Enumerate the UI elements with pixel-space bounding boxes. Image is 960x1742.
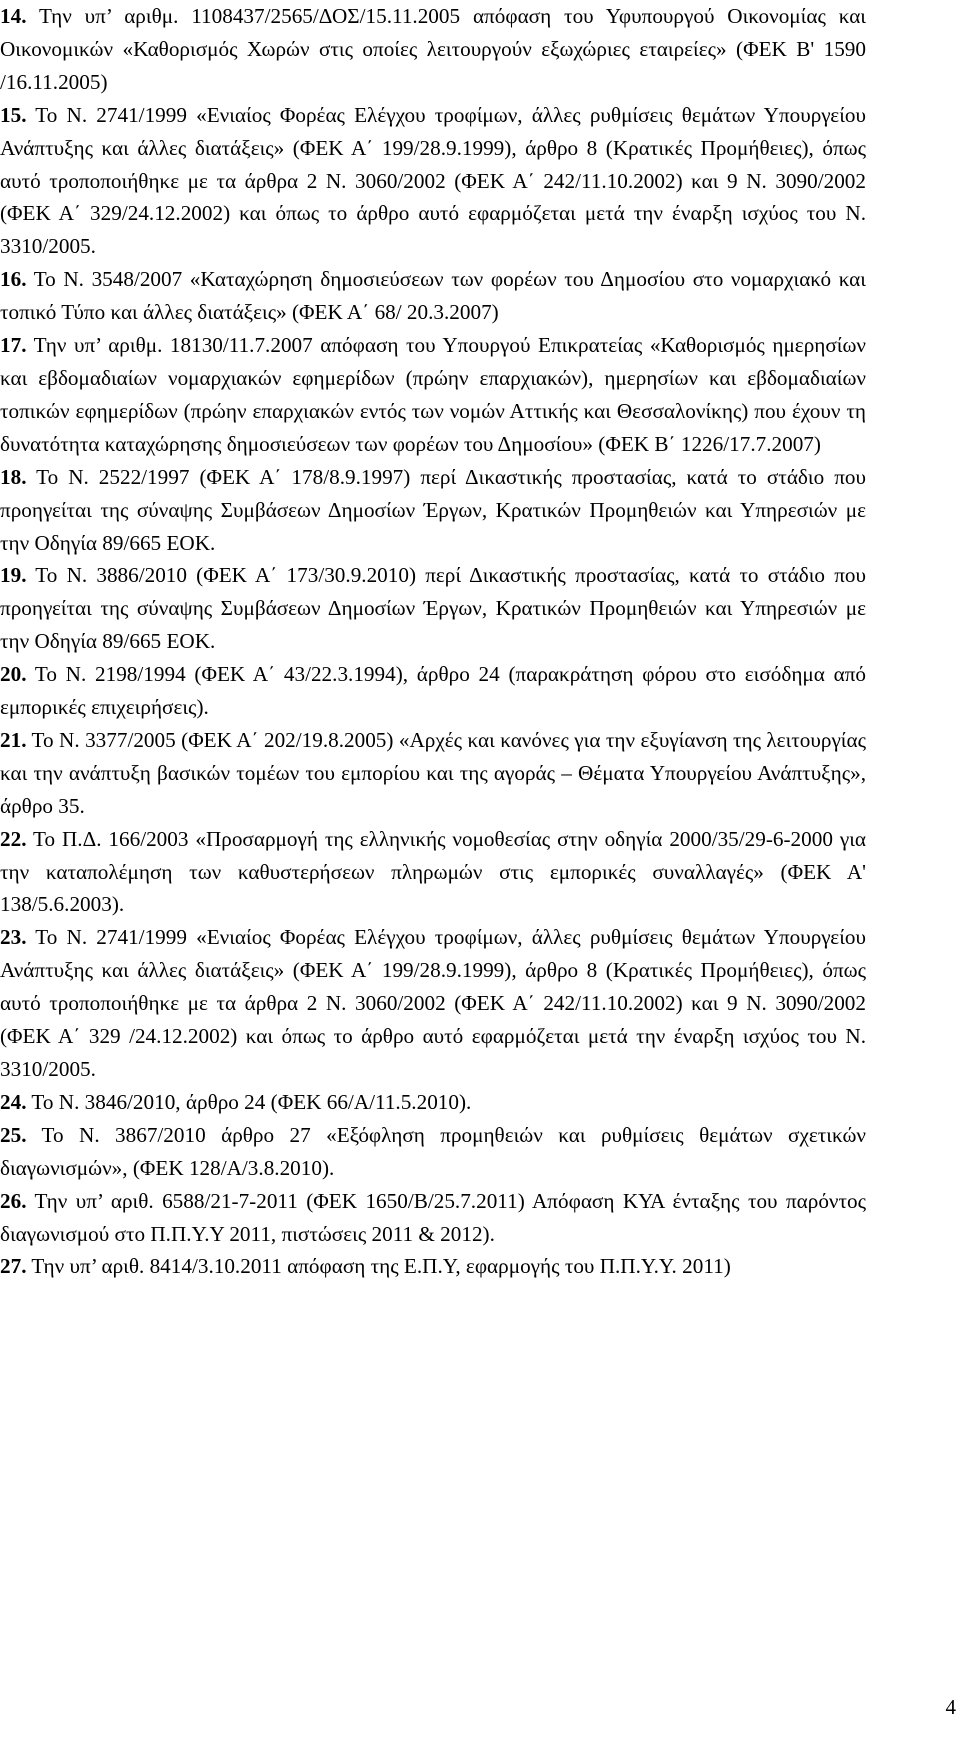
list-item-18 (0, 461, 866, 560)
list-item-24 (0, 1086, 866, 1119)
item-text: Το Ν. 3846/2010, άρθρο 24 (ΦΕΚ 66/Α/11.5.2010). (26, 1089, 472, 1114)
list-item-23 (0, 921, 866, 1086)
item-text: Το Ν. 2741/1999 «Ενιαίος Φορέας Ελέγχου τροφίμων, άλλες ρυθμίσεις θεμάτων Υπουργείου Ανάπτυξης και άλλες διατάξεις» (ΦΕΚ Α΄ 199/28.9.1999), άρθρο 8 (Κρατικές Προμήθειες), όπως αυτό τροποποιήθηκε με τα άρθρα 2 Ν. 3060/2002 (ΦΕΚ Α΄ 242/11.10.2002) και 9 Ν. 3090/2002 (ΦΕΚ Α΄ 329 /24.12.2002) και όπως το άρθρο αυτό εφαρμόζεται μετά την έναρξη ισχύος του Ν. 3310/2005. (0, 925, 866, 1081)
item-text: Το Ν. 3867/2010 άρθρο 27 «Εξόφληση προμηθειών και ρυθμίσεις θεμάτων σχετικών διαγωνισμών», (ΦΕΚ 128/Α/3.8.2010). (0, 1122, 866, 1180)
list-item-26 (0, 1185, 866, 1251)
item-number: 14. (0, 4, 27, 28)
item-text: Το Ν. 2198/1994 (ΦΕΚ Α΄ 43/22.3.1994), άρθρο 24 (παρακράτηση φόρου στο εισόδημα από εμπορικές επιχειρήσεις). (0, 662, 866, 720)
item-number: 20. (0, 662, 27, 687)
list-item-14 (0, 0, 866, 99)
item-number: 18. (0, 464, 27, 489)
item-number: 24. (0, 1089, 27, 1114)
item-number: 21. (0, 727, 27, 752)
list-item-22 (0, 823, 866, 922)
item-number: 27. (0, 1254, 27, 1279)
item-number: 19. (0, 563, 27, 588)
item-number: 26. (0, 1188, 27, 1213)
item-number: 22. (0, 826, 27, 851)
item-number: 23. (0, 925, 27, 950)
item-number: 25. (0, 1122, 27, 1147)
item-text: Το Ν. 2741/1999 «Ενιαίος Φορέας Ελέγχου τροφίμων, άλλες ρυθμίσεις θεμάτων Υπουργείου Ανάπτυξης και άλλες διατάξεις» (ΦΕΚ Α΄ 199/28.9.1999), άρθρο 8 (Κρατικές Προμήθειες), όπως αυτό τροποποιήθηκε με τα άρθρα 2 Ν. 3060/2002 (ΦΕΚ Α΄ 242/11.10.2002) και 9 Ν. 3090/2002 (ΦΕΚ Α΄ 329/24.12.2002) και όπως το άρθρο αυτό εφαρμόζεται μετά την έναρξη ισχύος του Ν. 3310/2005. (0, 102, 866, 259)
item-text: Την υπ’ αριθμ. 1108437/2565/ΔΟΣ/15.11.2005 απόφαση του Υφυπουργού Οικονομίας και Οικονομικών «Καθορισμός Χωρών στις οποίες λειτουργούν εξωχώριες εταιρείες» (ΦΕΚ Β' 1590 /16.11.2005) (0, 4, 866, 94)
item-text: Το Ν. 3548/2007 «Καταχώρηση δημοσιεύσεων των φορέων του Δημοσίου στο νομαρχιακό και τοπικό Τύπο και άλλες διατάξεις» (ΦΕΚ Α΄ 68/ 20.3.2007) (0, 267, 866, 325)
page-number: 4 (945, 1695, 956, 1719)
list-item-20 (0, 658, 866, 724)
item-text: Την υπ’ αριθ. 6588/21-7-2011 (ΦΕΚ 1650/Β/25.7.2011) Απόφαση ΚΥΑ ένταξης του παρόντος διαγωνισμού στο Π.Π.Υ.Υ 2011, πιστώσεις 2011 & 2012). (0, 1188, 866, 1246)
item-text: Την υπ’ αριθ. 8414/3.10.2011 απόφαση της Ε.Π.Υ, εφαρμογής του Π.Π.Υ.Υ. 2011) (26, 1254, 731, 1279)
list-item-27 (0, 1250, 866, 1283)
item-text: Το Ν. 2522/1997 (ΦΕΚ Α΄ 178/8.9.1997) περί Δικαστικής προστασίας, κατά το στάδιο που προηγείται της σύναψης Συμβάσεων Δημοσίων Έργων, Κρατικών Προμηθειών και Υπηρεσιών με την Οδηγία 89/665 ΕΟΚ. (0, 464, 866, 555)
item-number: 15. (0, 102, 27, 127)
item-text: Την υπ’ αριθμ. 18130/11.7.2007 απόφαση του Υπουργού Επικρατείας «Καθορισμός ημερησίων και εβδομαδιαίων νομαρχιακών εφημερίδων (πρώην επαρχιακών), ημερησίων και εβδομαδιαίων τοπικών εφημερίδων (πρώην επαρχιακών εντός των νομών Αττικής και Θεσσαλονίκης) που έχουν τη δυνατότητα καταχώρησης δημοσιεύσεων των φορέων του Δημοσίου» (ΦΕΚ Β΄ 1226/17.7.2007) (0, 333, 866, 456)
list-item-19 (0, 559, 866, 658)
list-item-15 (0, 99, 866, 264)
item-text: Το Π.Δ. 166/2003 «Προσαρμογή της ελληνικής νομοθεσίας στην οδηγία 2000/35/29-6-2000 για την καταπολέμηση των καθυστερήσεων πληρωμών στις εμπορικές συναλλαγές» (ΦΕΚ Α' 138/5.6.2003). (0, 826, 866, 917)
item-text: Το Ν. 3886/2010 (ΦΕΚ Α΄ 173/30.9.2010) περί Δικαστικής προστασίας, κατά το στάδιο που προηγείται της σύναψης Συμβάσεων Δημοσίων Έργων, Κρατικών Προμηθειών και Υπηρεσιών με την Οδηγία 89/665 ΕΟΚ. (0, 563, 866, 654)
list-item-21 (0, 724, 866, 823)
item-number: 17. (0, 333, 27, 358)
list-item-16 (0, 263, 866, 329)
list-item-25 (0, 1119, 866, 1185)
item-text: Το Ν. 3377/2005 (ΦΕΚ Α΄ 202/19.8.2005) «Αρχές και κανόνες για την εξυγίανση της λειτουργίας και την ανάπτυξη βασικών τομέων του εμπορίου και της αγοράς – Θέματα Υπουργείου Ανάπτυξης», άρθρο 35. (0, 727, 866, 818)
item-number: 16. (0, 267, 27, 292)
list-item-17 (0, 329, 866, 461)
